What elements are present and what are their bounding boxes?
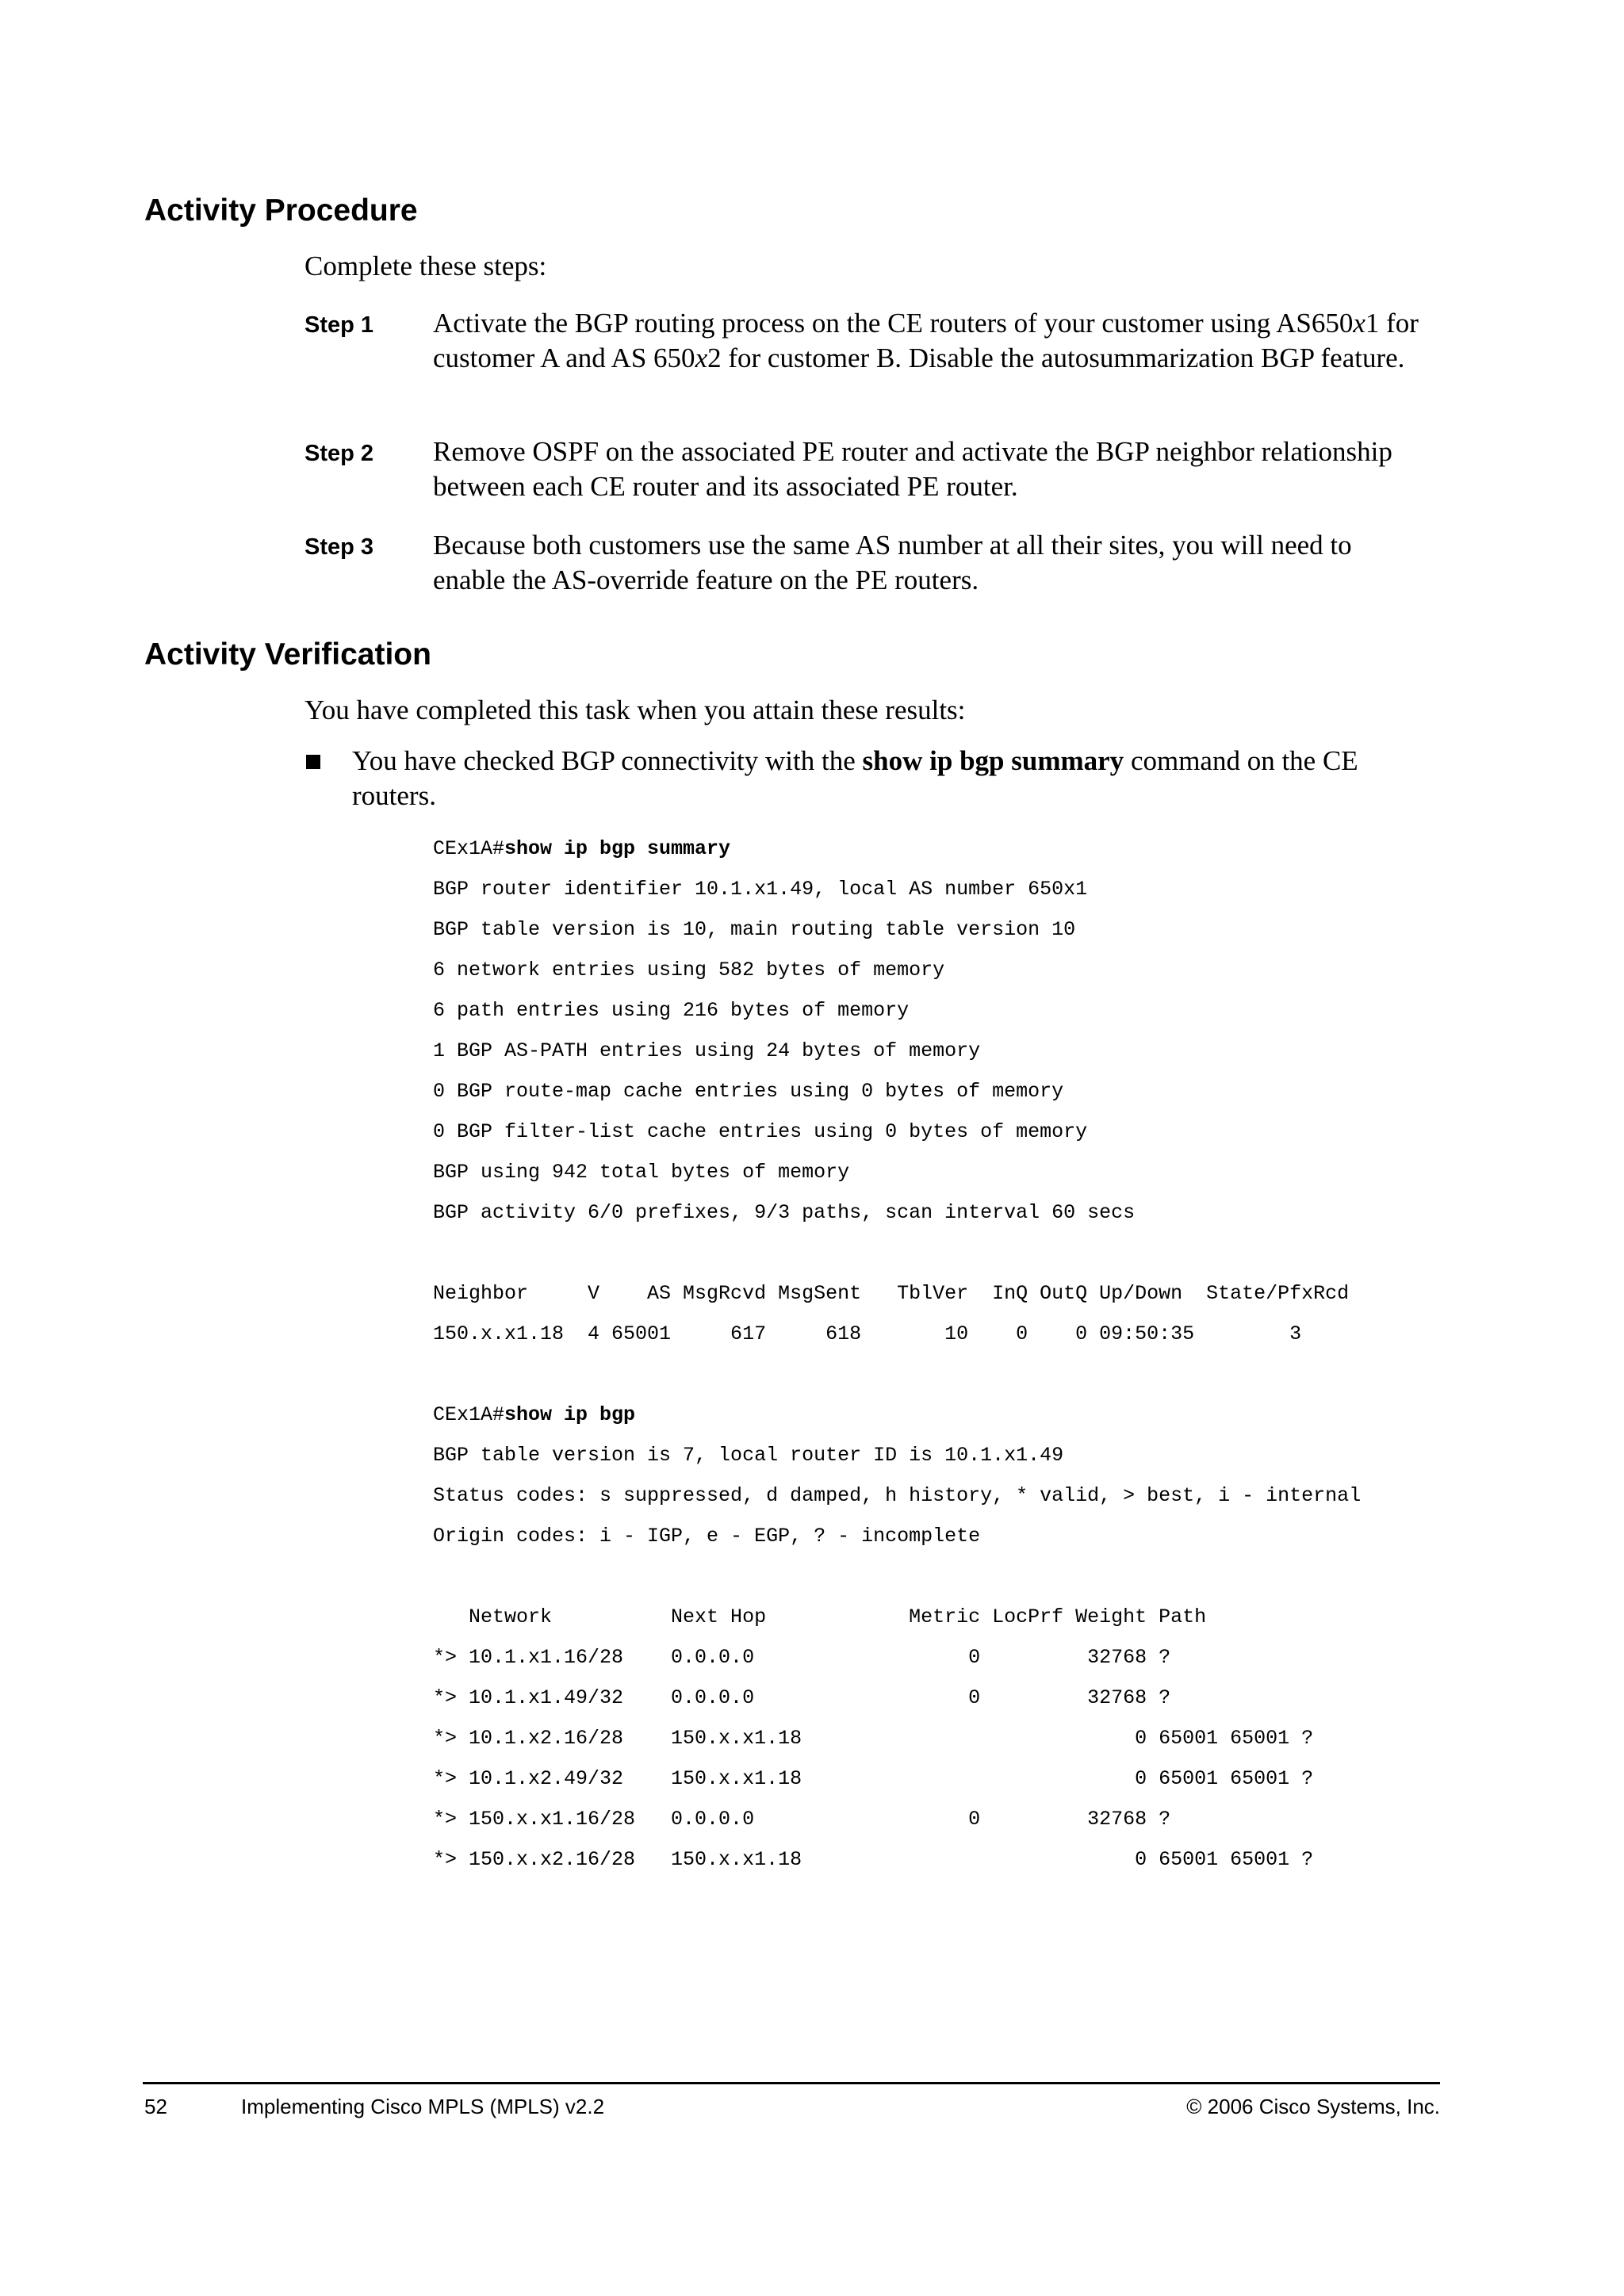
code-line: Status codes: s suppressed, d damped, h history, * valid, > best, i - internal	[433, 1484, 1362, 1507]
code-line: BGP using 942 total bytes of memory	[433, 1161, 850, 1184]
verification-intro: You have completed this task when you attain these results:	[304, 695, 966, 725]
code-line: 0 BGP filter-list cache entries using 0 bytes of memory	[433, 1120, 1088, 1143]
route-table-row: *> 10.1.x2.49/32 150.x.x1.18 0 65001 65001 ?	[433, 1767, 1314, 1790]
code-line: 1 BGP AS-PATH entries using 24 bytes of memory	[433, 1039, 981, 1062]
step-1-label: Step 1	[304, 312, 374, 338]
footer-copyright: © 2006 Cisco Systems, Inc.	[1186, 2095, 1440, 2118]
route-table-row: *> 10.1.x2.16/28 150.x.x1.18 0 65001 65001 ?	[433, 1727, 1314, 1750]
square-bullet-icon	[306, 755, 320, 769]
route-table-header: Network Next Hop Metric LocPrf Weight Path	[433, 1605, 1207, 1628]
route-table-row: *> 10.1.x1.49/32 0.0.0.0 0 32768 ?	[433, 1686, 1171, 1709]
code-line: 6 path entries using 216 bytes of memory	[433, 999, 910, 1022]
code-bgp-prompt-line: CEx1A#show ip bgp	[433, 1403, 636, 1426]
code-line: BGP table version is 7, local router ID is 10.1.x1.49	[433, 1444, 1064, 1467]
neighbor-table-header: Neighbor V AS MsgRcvd MsgSent TblVer InQ OutQ Up/Down State/PfxRcd	[433, 1282, 1350, 1305]
step-2-text: Remove OSPF on the associated PE router and activate the BGP neighbor relationship between each CE router and its associated PE router.	[433, 436, 1392, 502]
procedure-intro: Complete these steps:	[304, 251, 547, 281]
code-summary-prompt-line: CEx1A#show ip bgp summary	[433, 837, 731, 860]
step-1-text: Activate the BGP routing process on the CE routers of your customer using AS650x1 for customer A and AS 650x2 for customer B. Disable the autosummarization BGP feature.	[433, 308, 1419, 373]
code-line: BGP table version is 10, main routing table version 10	[433, 918, 1076, 941]
footer-page-number: 52	[144, 2095, 167, 2118]
code-line: 0 BGP route-map cache entries using 0 bytes of memory	[433, 1080, 1064, 1103]
footer-divider	[143, 2082, 1440, 2084]
route-table-row: *> 10.1.x1.16/28 0.0.0.0 0 32768 ?	[433, 1646, 1171, 1669]
verification-heading: Activity Verification	[144, 637, 431, 672]
step-3-text: Because both customers use the same AS number at all their sites, you will need to enable the AS-override feature on the PE routers.	[433, 530, 1352, 595]
code-line: BGP activity 6/0 prefixes, 9/3 paths, scan interval 60 secs	[433, 1201, 1136, 1224]
step-2-label: Step 2	[304, 441, 374, 466]
route-table-row: *> 150.x.x1.16/28 0.0.0.0 0 32768 ?	[433, 1808, 1171, 1831]
neighbor-table-row: 150.x.x1.18 4 65001 617 618 10 0 0 09:50:35 3	[433, 1322, 1302, 1345]
verification-bullet-text: You have checked BGP connectivity with the show ip bgp summary command on the CE routers.	[352, 745, 1358, 811]
procedure-heading: Activity Procedure	[144, 193, 418, 228]
code-line: 6 network entries using 582 bytes of memory	[433, 959, 945, 982]
footer-book-title: Implementing Cisco MPLS (MPLS) v2.2	[241, 2095, 605, 2118]
route-table-row: *> 150.x.x2.16/28 150.x.x1.18 0 65001 65001 ?	[433, 1848, 1314, 1871]
code-line: BGP router identifier 10.1.x1.49, local AS number 650x1	[433, 878, 1088, 901]
step-3-label: Step 3	[304, 534, 374, 560]
code-line: Origin codes: i - IGP, e - EGP, ? - incomplete	[433, 1525, 981, 1548]
